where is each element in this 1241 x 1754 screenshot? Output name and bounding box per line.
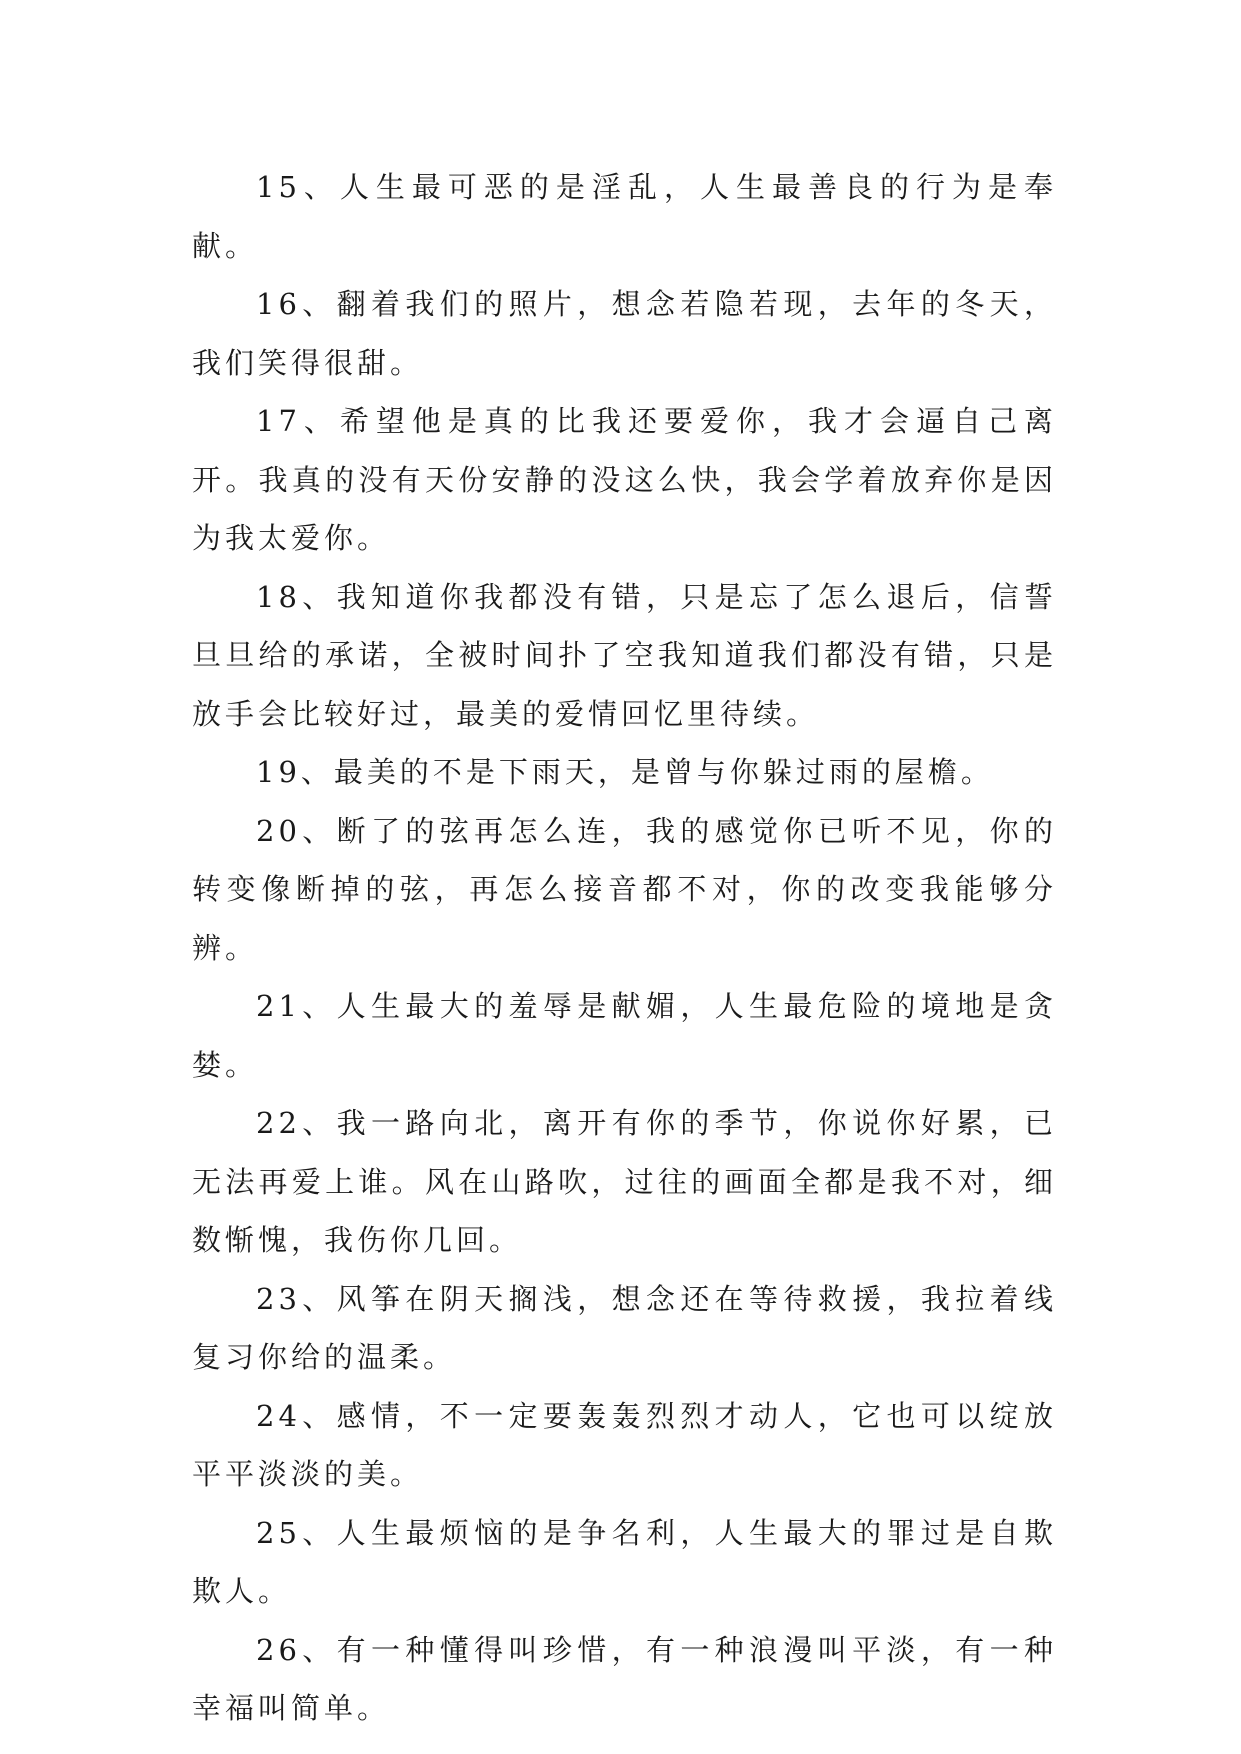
paragraph-20: 20、断了的弦再怎么连，我的感觉你已听不见，你的转变像断掉的弦，再怎么接音都不对，你的改变我能够分辨。 xyxy=(192,813,1057,965)
document-body xyxy=(192,158,1057,1738)
paragraph-21: 21、人生最大的羞辱是献媚，人生最危险的境地是贪婪。 xyxy=(192,989,1057,1082)
paragraph-19: 19、最美的不是下雨天，是曾与你躲过雨的屋檐。 xyxy=(256,755,994,789)
paragraph-24: 24、感情，不一定要轰轰烈烈才动人，它也可以绽放平平淡淡的美。 xyxy=(192,1398,1057,1491)
paragraph-16: 16、翻着我们的照片，想念若隐若现，去年的冬天，我们笑得很甜。 xyxy=(192,287,1057,380)
paragraph-22: 22、我一路向北，离开有你的季节，你说你好累，已无法再爱上谁。风在山路吹，过往的画面全都是我不对，细数惭愧，我伤你几回。 xyxy=(192,1106,1057,1257)
paragraph-18: 18、我知道你我都没有错，只是忘了怎么退后，信誓旦旦给的承诺，全被时间扑了空我知道我们都没有错，只是放手会比较好过，最美的爱情回忆里待续。 xyxy=(192,579,1057,731)
paragraph-17: 17、希望他是真的比我还要爱你，我才会逼自己离开。我真的没有天份安静的没这么快，我会学着放弃你是因为我太爱你。 xyxy=(192,404,1057,555)
paragraph-15: 15、人生最可恶的是淫乱，人生最善良的行为是奉献。 xyxy=(192,170,1057,263)
paragraph-26: 26、有一种懂得叫珍惜，有一种浪漫叫平淡，有一种幸福叫简单。 xyxy=(192,1632,1057,1725)
paragraph-25: 25、人生最烦恼的是争名利，人生最大的罪过是自欺欺人。 xyxy=(192,1515,1057,1608)
paragraph-23: 23、风筝在阴天搁浅，想念还在等待救援，我拉着线复习你给的温柔。 xyxy=(192,1281,1057,1374)
